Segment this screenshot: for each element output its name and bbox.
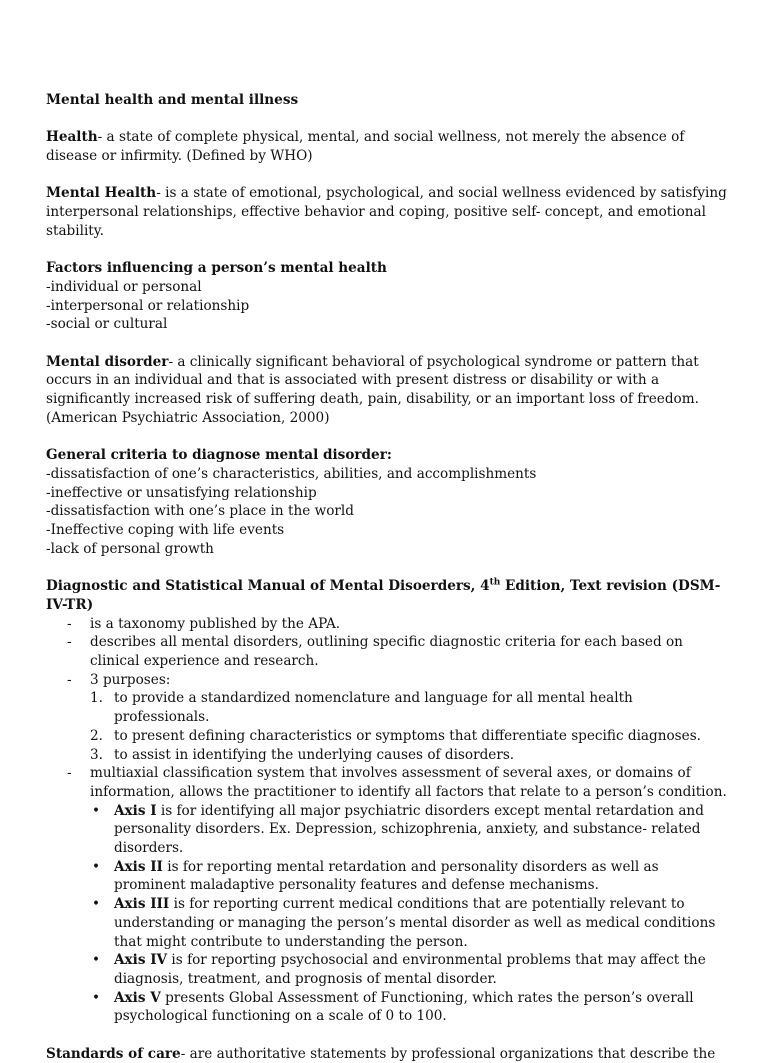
term: Standards of care [46,1045,181,1062]
definition: - is a state of emotional, psychological, and social wellness evidenced by satisfying interpersonal relationships, effective behavior and coping, positive self- concept, and emotional stability. [46,185,727,239]
term: Health [46,129,98,146]
axis-item: • Axis V presents Global Assessment of Functioning, which rates the person’s overall psychological functioning on a scale of 0 to 100. [92,989,694,1025]
dash-marker: - [67,615,72,632]
axes-list [90,802,730,1026]
bullet-marker: • [92,896,101,913]
bullet-marker: • [92,952,101,969]
list-item: -interpersonal or relationship [46,297,250,314]
dsm-section [46,577,730,1026]
criteria-section [46,446,730,558]
definition: - are authoritative statements by professional organizations that describe the [180,1045,716,1062]
dash-marker: - [67,634,72,651]
purpose-item: 1. to provide a standardized nomenclature and language for all mental health professionals. [90,690,633,726]
list-item: -lack of personal growth [46,540,214,557]
list-item: -Ineffective coping with life events [46,522,285,539]
dash-marker: - [67,765,72,782]
dsm-list [46,615,730,1026]
section-heading: General criteria to diagnose mental disorder: [46,447,392,464]
bullet-marker: • [92,858,101,875]
list-item: -dissatisfaction of one’s characteristics, abilities, and accomplishments [46,465,537,482]
health-definition [46,128,730,165]
list-item: - describes all mental disorders, outlining specific diagnostic criteria for each based on clinical experience and research. [67,634,683,669]
page-title: Mental health and mental illness [46,92,299,108]
factors-section [46,259,730,334]
purposes-list [90,689,730,764]
list-item: - multiaxial classification system that involves assessment of several axes, or domains of information, allows the practitioner to identify all factors that relate to a person’s condition. • Axis I is for identifying all major psychiatric disorders except mental retardation and personality disorders. Ex. Depression, schizophrenia, anxiety, and substance- related disorders. • Axis II is for reporting mental retardation and personality disorders as well as prominent maladaptive personality features and defense mechanisms. • Axis III is for reporting current medical conditions that are potentially relevant to understanding or managing the person’s mental disorder as well as medical conditions that might contribute to understanding the person. • Axis IV is for reporting psychosocial and environmental problems that may affect the diagnosis, treatment, and prognosis of mental disorder. • Axis V presents Global Assessment of Functioning, which rates the person’s overall psychological functioning on a scale of 0 to 100. [46,764,730,1026]
purpose-item: 3. to assist in identifying the underlying causes of disorders. [90,746,515,763]
document-body [46,91,730,1063]
mental-disorder-definition [46,353,730,428]
standards-definition [46,1045,730,1063]
list-item: -dissatisfaction with one’s place in the world [46,503,354,520]
mental-health-definition [46,184,730,240]
purpose-item: 2. to present defining characteristics or symptoms that differentiate specific diagnoses. [90,727,701,744]
list-item: -social or cultural [46,316,168,333]
axis-item: • Axis II is for reporting mental retardation and personality disorders as well as prominent maladaptive personality features and defense mechanisms. [92,858,659,894]
dash-marker: - [67,671,72,688]
axis-item: • Axis I is for identifying all major psychiatric disorders except mental retardation and personality disorders. Ex. Depression, schizophrenia, anxiety, and substance- related disorders. [92,802,704,857]
list-item: -individual or personal [46,278,202,295]
definition: - a state of complete physical, mental, and social wellness, not merely the absence of disease or infirmity. (Defined by WHO) [46,129,685,165]
section-heading: Factors influencing a person’s mental health [46,260,387,277]
axis-item: • Axis III is for reporting current medical conditions that are potentially relevant to understanding or managing the person’s mental disorder as well as medical conditions that might contribute to understanding the person. [92,896,716,950]
axis-item: • Axis IV is for reporting psychosocial and environmental problems that may affect the diagnosis, treatment, and prognosis of mental disorder. [92,952,706,987]
list-item: -ineffective or unsatisfying relationship [46,484,317,501]
bullet-marker: • [92,802,101,819]
section-heading: Diagnostic and Statistical Manual of Mental Disoerders, 4th Edition, Text revision (DSM-IV-TR) [46,577,721,613]
list-item: - 3 purposes: 1. to provide a standardized nomenclature and language for all mental health professionals. 2. to present defining characteristics or symptoms that differentiate specific diagnoses. 3. to assist in identifying the underlying causes of disorders. [46,671,730,765]
bullet-marker: • [92,989,101,1006]
definition: - a clinically significant behavioral of psychological syndrome or pattern that occurs in an individual and that is associated with present distress or disability or with a significantly increased risk of suffering death, pain, disability, or an important loss of freedom. (American Psychiatric Association, 2000) [46,353,699,426]
term: Mental Health [46,185,157,202]
list-item: - is a taxonomy published by the APA. [67,615,341,632]
term: Mental disorder [46,353,169,370]
